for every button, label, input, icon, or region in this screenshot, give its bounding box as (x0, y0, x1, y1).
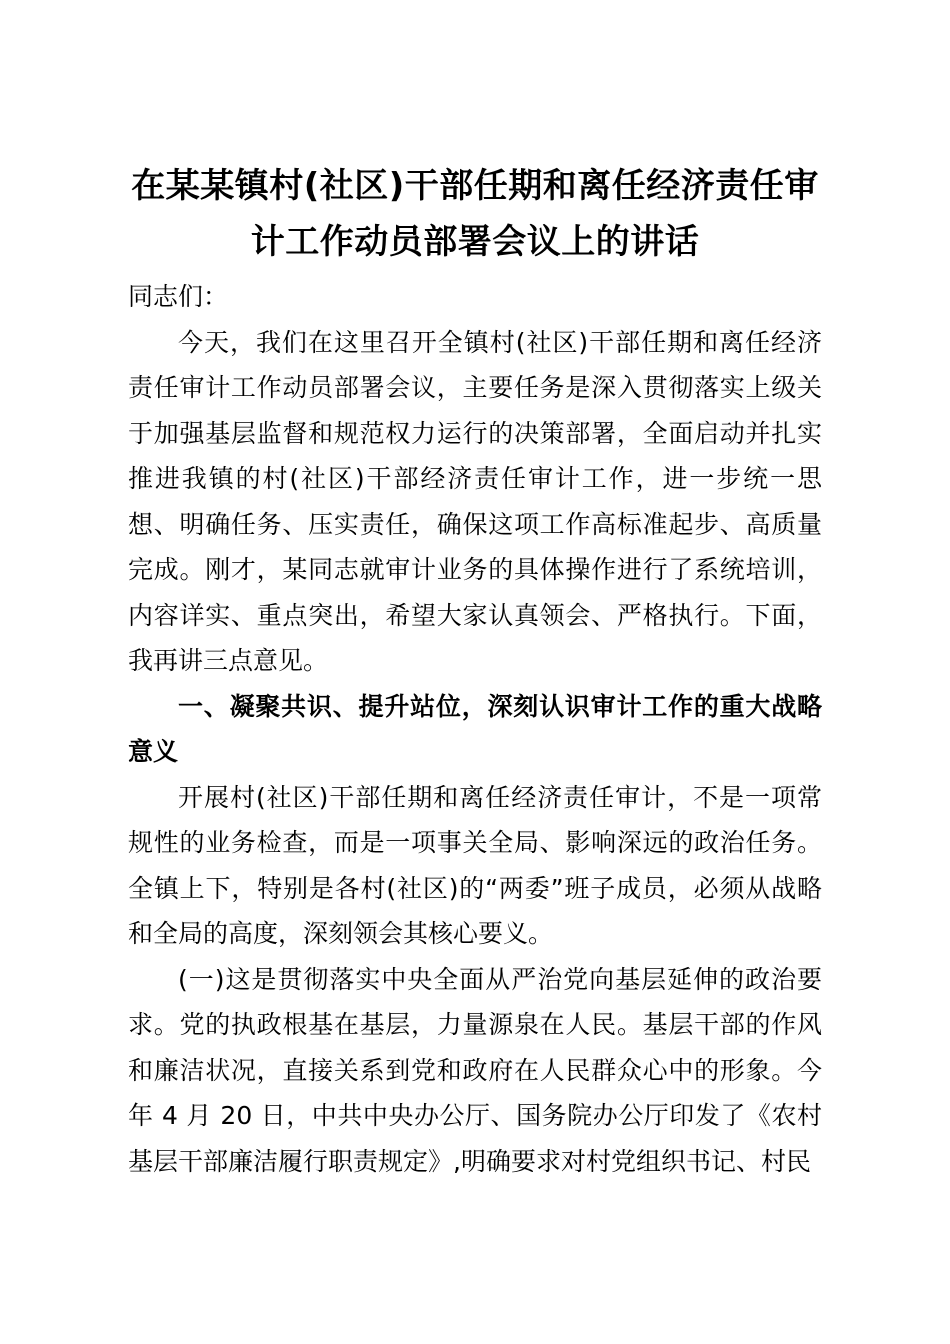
section-heading-1: 一、凝聚共识、提升站位，深刻认识审计工作的重大战略意义 (128, 691, 822, 766)
salutation: 同志们： (128, 282, 229, 311)
paragraph-intro: 今天，我们在这里召开全镇村(社区)干部任期和离任经济责任审计工作动员部署会议，主要任务是深入贯彻落实上级关于加强基层监督和规范权力运行的决策部署，全面启动并扎实推进我镇的村(社区)干部经济责任审计工作，进一步统一思想、明确任务、压实责任，确保这项工作高标准起步、高质量完成。刚才，某同志就审计业务的具体操作进行了系统培训，内容详实、重点突出，希望大家认真领会、严格执行。下面，我再讲三点意见。 (128, 327, 822, 675)
paragraph-strategic-significance: 开展村(社区)干部任期和离任经济责任审计，不是一项常规性的业务检查，而是一项事关全局、影响深远的政治任务。全镇上下，特别是各村(社区)的“两委”班子成员，必须从战略和全局的高度，深刻领会其核心要义。 (128, 782, 822, 948)
paragraph-point-one: (一)这是贯彻落实中央全面从严治党向基层延伸的政治要求。党的执政根基在基层，力量源泉在人民。基层干部的作风和廉洁状况，直接关系到党和政府在人民群众心中的形象。今年 4 月 20 日，中共中央办公厅、国务院办公厅印发了《农村基层干部廉洁履行职责规定》,明确要求对村党组织书记、村民 (128, 964, 822, 1176)
document-title: 在某某镇村(社区)干部任期和离任经济责任审计工作动员部署会议上的讲话 (131, 166, 819, 262)
